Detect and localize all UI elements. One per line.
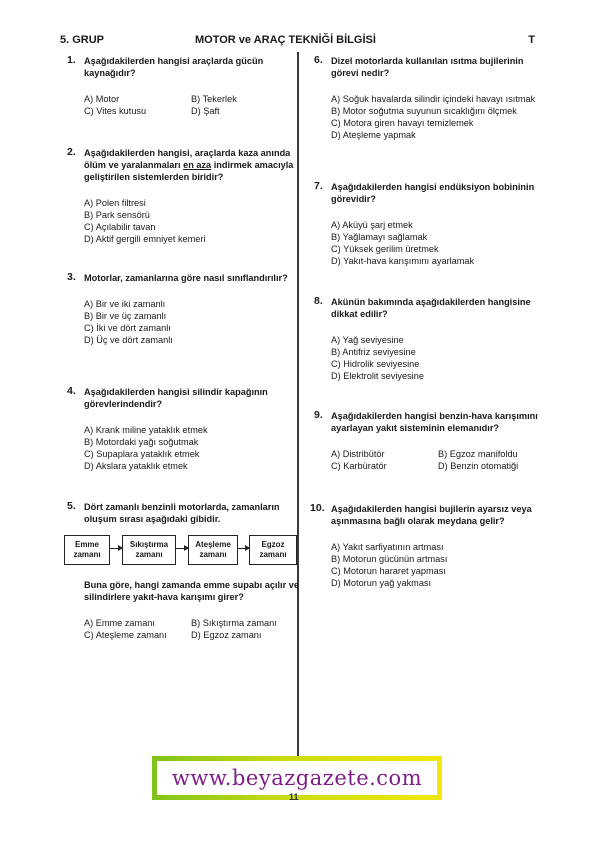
question-3: [67, 271, 306, 346]
stroke-sequence-diagram: [64, 533, 299, 569]
stroke-box-intake: Emme zamanı: [64, 535, 110, 565]
option-list: [331, 448, 558, 472]
question-number: 7.: [314, 180, 323, 192]
question-9: [314, 409, 558, 472]
question-stem: Aşağıdakilerden hangisi bujilerin ayarsız veya aşınmasına bağlı olarak meydana gelir?: [331, 504, 532, 526]
option-a: A) Aküyü şarj etmek: [331, 220, 413, 230]
option-a: A) Krank miline yataklık etmek: [84, 425, 208, 435]
question-5: [67, 500, 311, 641]
option-d: D) Şaft: [191, 106, 220, 116]
option-c: C) Motora giren havayı temizlemek: [331, 118, 474, 128]
option-c: C) Ateşleme zamanı: [84, 630, 167, 640]
arrow-icon: [175, 548, 188, 549]
option-list: [84, 424, 306, 472]
option-b: B) Motor soğutma suyunun sıcaklığını ölçmek: [331, 106, 517, 116]
option-b: B) Motorun gücünün artması: [331, 554, 448, 564]
page-header: [60, 34, 535, 50]
option-a: A) Emme zamanı: [84, 618, 155, 628]
option-list: [331, 219, 553, 267]
question-2: [67, 146, 306, 245]
option-b: B) Antifriz seviyesine: [331, 347, 416, 357]
option-list: [331, 93, 553, 141]
option-c: C) Yüksek gerilim üretmek: [331, 244, 439, 254]
stem-text: Aşağıdakilerden hangisi, araçlarda kaza anında ölüm ve yaralanmaları: [84, 148, 291, 170]
question-number: 8.: [314, 295, 323, 307]
question-stem: Aşağıdakilerden hangisi silindir kapağının görevlerindendir?: [84, 387, 268, 409]
arrow-icon: [237, 548, 249, 549]
option-a: A) Polen filtresi: [84, 198, 146, 208]
option-b: B) Yağlamayı sağlamak: [331, 232, 428, 242]
question-stem: Aşağıdakilerden hangisi endüksiyon bobininin görevidir?: [331, 182, 535, 204]
question-number: 9.: [314, 409, 323, 421]
option-a: A) Soğuk havalarda silindir içindeki havayı ısıtmak: [331, 94, 536, 104]
question-number: 1.: [67, 54, 76, 66]
option-c: C) Supaplara yataklık etmek: [84, 449, 200, 459]
question-stem: Aşağıdakilerden hangisi araçlarda gücün kaynağıdır?: [84, 56, 264, 78]
option-d: D) Akslara yataklık etmek: [84, 461, 188, 471]
option-d: D) Benzin otomatiği: [438, 461, 519, 471]
page-number: 11: [289, 792, 299, 802]
question-stem: [84, 147, 306, 183]
group-label: 5. GRUP: [60, 34, 105, 46]
option-b: B) Bir ve üç zamanlı: [84, 311, 167, 321]
option-d: D) Ateşleme yapmak: [331, 130, 416, 140]
question-stem: Akünün bakımında aşağıdakilerden hangisine dikkat edilir?: [331, 297, 531, 319]
option-c: C) Hidrolik seviyesine: [331, 359, 420, 369]
banner-inner: [157, 761, 437, 795]
option-d: D) Elektrolit seviyesine: [331, 371, 424, 381]
question-stem: Dört zamanlı benzinli motorlarda, zamanların oluşum sırası aşağıdaki gibidir.: [84, 502, 280, 524]
question-1: [67, 54, 311, 117]
question-number: 4.: [67, 385, 76, 397]
option-d: D) Üç ve dört zamanlı: [84, 335, 173, 345]
stroke-box-compression: Sıkıştırma zamanı: [122, 535, 176, 565]
option-list: [84, 298, 306, 346]
stroke-box-ignition: Ateşleme zamanı: [188, 535, 238, 565]
option-a: A) Motor: [84, 94, 120, 104]
booklet-letter: T: [528, 34, 535, 46]
option-a: A) Yağ seviyesine: [331, 335, 404, 345]
option-b: B) Tekerlek: [191, 94, 237, 104]
option-d: D) Aktif gergili emniyet kemeri: [84, 234, 206, 244]
stem-text: indirmek amacıyla geliştirilen sistemlerden biridir?: [84, 160, 294, 182]
banner-url: www.beyazgazete.com: [171, 766, 423, 790]
question-number: 2.: [67, 146, 76, 158]
arrow-icon: [109, 548, 122, 549]
option-list: [84, 93, 311, 117]
option-b: B) Motordaki yağı soğutmak: [84, 437, 199, 447]
option-b: B) Egzoz manifoldu: [438, 449, 518, 459]
option-a: A) Bir ve iki zamanlı: [84, 299, 166, 309]
question-number: 5.: [67, 500, 76, 512]
option-d: D) Yakıt-hava karışımını ayarlamak: [331, 256, 475, 266]
stem-emphasis: en aza: [183, 160, 212, 170]
option-d: D) Egzoz zamanı: [191, 630, 262, 640]
question-8: [314, 295, 553, 382]
option-list: [84, 617, 311, 641]
option-c: C) Vites kutusu: [84, 106, 147, 116]
option-c: C) İki ve dört zamanlı: [84, 323, 171, 333]
option-c: C) Motorun hararet yapması: [331, 566, 446, 576]
question-stem: Aşağıdakilerden hangisi benzin-hava karışımını ayarlayan yakıt sisteminin elemanıdır?: [331, 411, 538, 433]
option-c: C) Açılabilir tavan: [84, 222, 156, 232]
question-6: [314, 54, 553, 141]
option-c: C) Karbüratör: [331, 461, 387, 471]
option-list: [84, 197, 306, 245]
option-list: [331, 334, 553, 382]
option-d: D) Motorun yağ yakması: [331, 578, 432, 588]
question-7: [314, 180, 553, 267]
option-b: B) Park sensörü: [84, 210, 150, 220]
option-b: B) Sıkıştırma zamanı: [191, 618, 277, 628]
question-stem: Motorlar, zamanlarına göre nasıl sınıflandırılır?: [84, 273, 288, 283]
option-a: A) Yakıt sarfiyatının artması: [331, 542, 444, 552]
question-4: [67, 385, 306, 472]
option-list: [331, 541, 553, 589]
question-number: 10.: [310, 502, 325, 514]
option-a: A) Distribütör: [331, 449, 385, 459]
question-10: [310, 502, 553, 589]
question-number: 3.: [67, 271, 76, 283]
exam-title: MOTOR ve ARAÇ TEKNİĞİ BİLGİSİ: [195, 34, 376, 46]
question-number: 6.: [314, 54, 323, 66]
question-prompt: Buna göre, hangi zamanda emme supabı açılır ve silindirlere yakıt-hava karışımı girer?: [84, 580, 299, 602]
question-stem: Dizel motorlarda kullanılan ısıtma bujilerinin görevi nedir?: [331, 56, 524, 78]
stroke-box-exhaust: Egzoz zamanı: [249, 535, 297, 565]
